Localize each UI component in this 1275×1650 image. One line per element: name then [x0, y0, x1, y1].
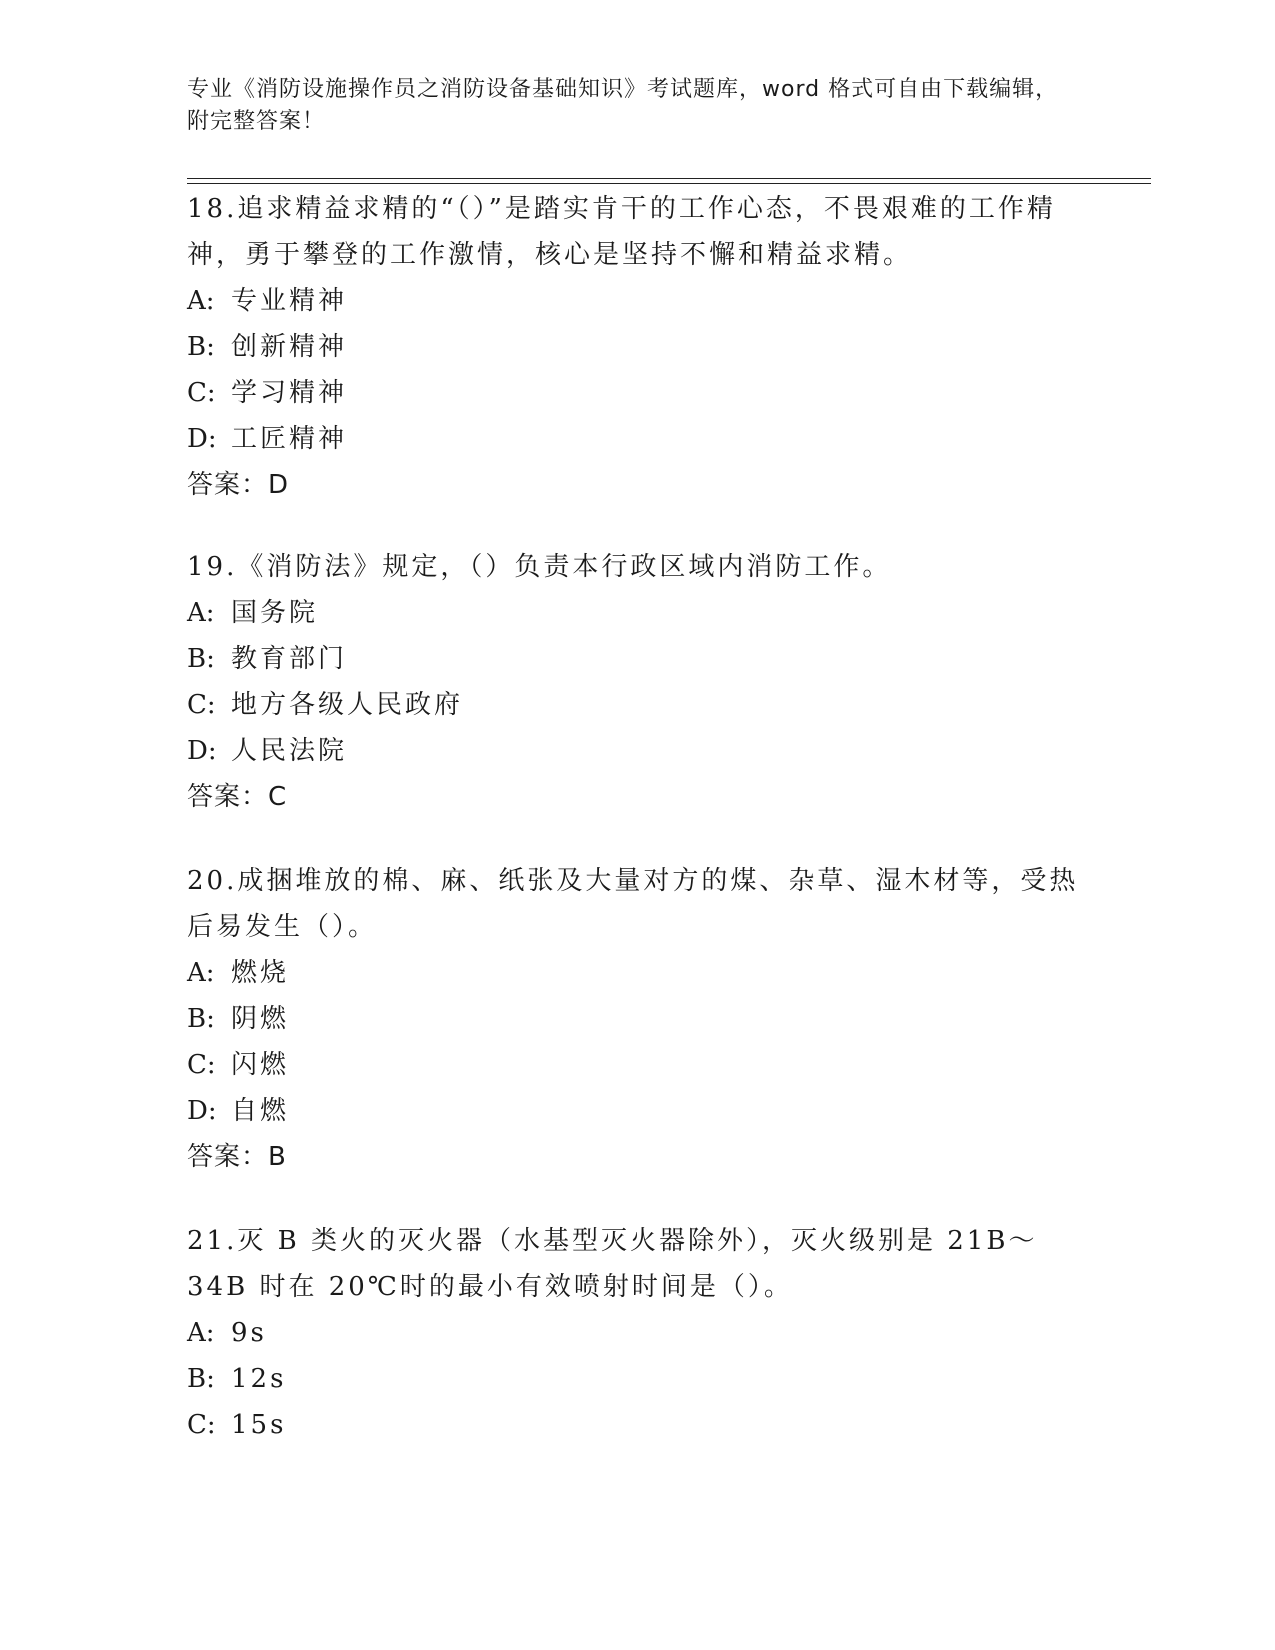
document-intro: 专业《消防设施操作员之消防设备基础知识》考试题库，word 格式可自由下载编辑，附完整答案！: [187, 77, 1059, 134]
answer: 答案：B: [187, 1142, 287, 1172]
option-d: D: 人民法院: [187, 736, 348, 766]
question-stem: 19.《消防法》规定，（）负责本行政区域内消防工作。: [187, 552, 892, 582]
option-c: C: 学习精神: [187, 378, 348, 408]
option-d: D: 工匠精神: [187, 424, 348, 454]
option-c: C: 闪燃: [187, 1050, 290, 1080]
option-d: D: 自燃: [187, 1096, 290, 1126]
question-19: [187, 544, 1087, 820]
option-c: C: 地方各级人民政府: [187, 690, 464, 720]
option-a: A: 专业精神: [187, 286, 348, 316]
header-rule-top: [187, 178, 1151, 179]
option-b: B: 12s: [187, 1364, 287, 1394]
question-stem: 21.灭 B 类火的灭火器（水基型灭火器除外），灭火级别是 21B～34B 时在 20℃时的最小有效喷射时间是（）。: [187, 1226, 1038, 1302]
option-a: A: 燃烧: [187, 958, 290, 988]
question-20: [187, 858, 1087, 1180]
option-a: A: 9s: [187, 1318, 267, 1348]
answer: 答案：C: [187, 782, 288, 812]
header-rule-bottom: [187, 183, 1151, 184]
question-18: [187, 186, 1087, 508]
question-stem: 20.成捆堆放的棉、麻、纸张及大量对方的煤、杂草、湿木材等，受热后易发生（）。: [187, 866, 1079, 942]
question-stem: 18.追求精益求精的“（）”是踏实肯干的工作心态，不畏艰难的工作精神，勇于攀登的工作激情，核心是坚持不懈和精益求精。: [187, 194, 1056, 270]
option-b: B: 阴燃: [187, 1004, 290, 1034]
option-b: B: 教育部门: [187, 644, 348, 674]
option-b: B: 创新精神: [187, 332, 348, 362]
option-c: C: 15s: [187, 1410, 287, 1440]
question-21: [187, 1218, 1087, 1448]
option-a: A: 国务院: [187, 598, 319, 628]
answer: 答案：D: [187, 470, 290, 500]
